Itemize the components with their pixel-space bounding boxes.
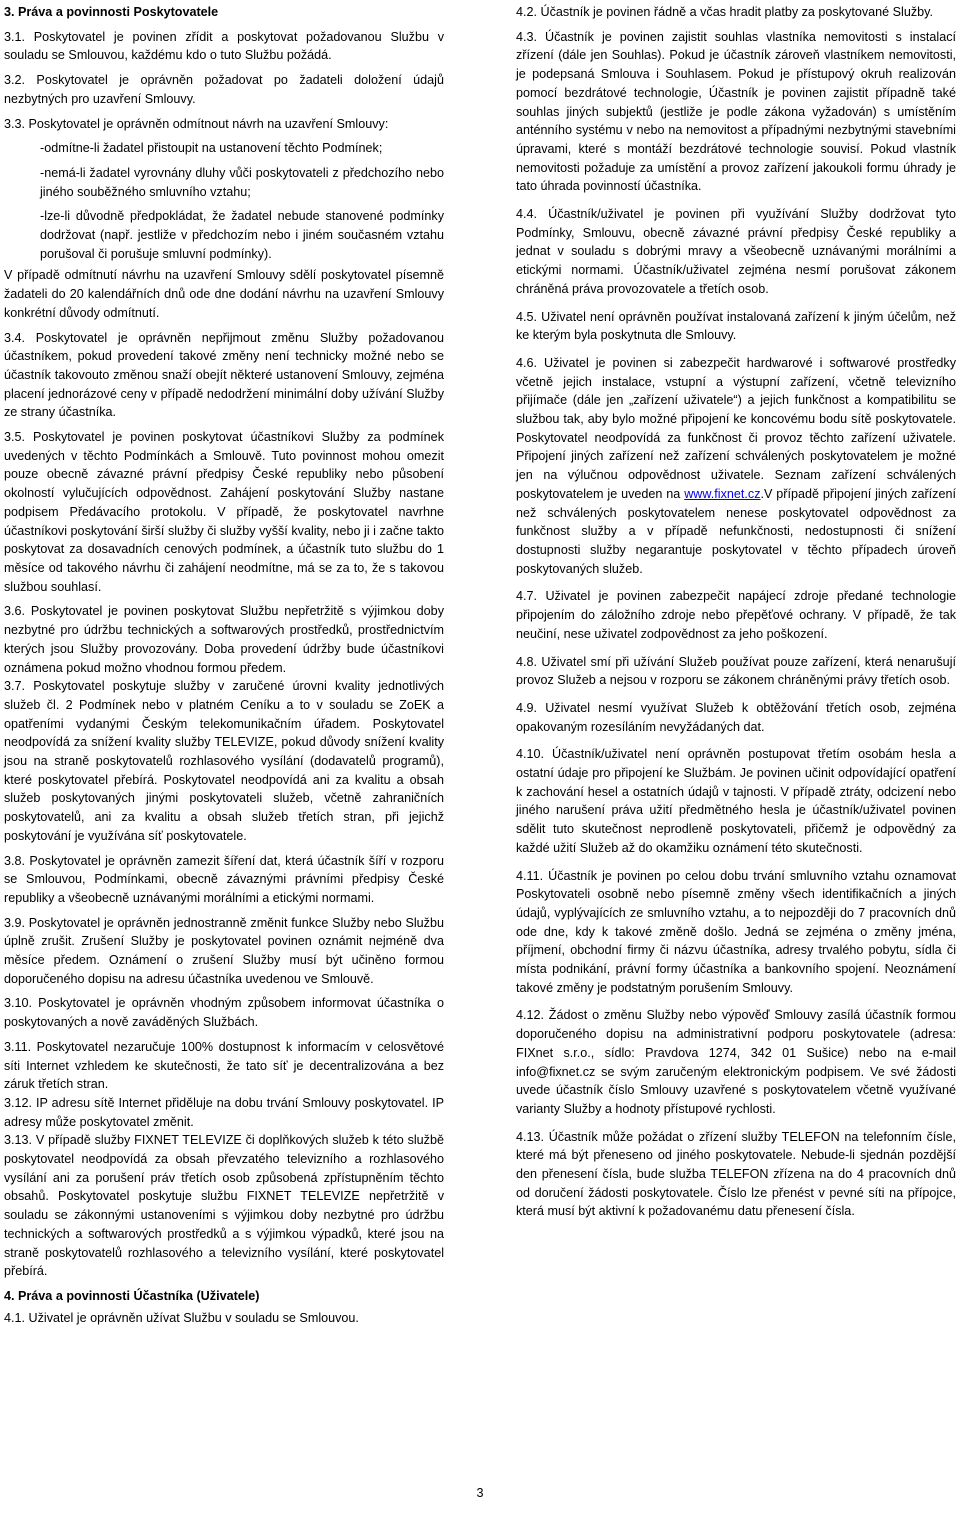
clause-4-5: 4.5. Uživatel není oprávněn používat instalovaná zařízení k jiným účelům, než ke kterým byla poskytnuta dle Smlouvy. — [516, 309, 956, 343]
clause-4-10: 4.10. Účastník/uživatel není oprávněn postupovat třetím osobám hesla a ostatní údaje pro připojení ke Službám. Je povinen učinit odpovídající opatření k zachování hesel a ostatních údajů v tajnosti. V případě ztráty, odcizení nebo jiného narušení práva užití předmětného hesla je účastník/uživatel povinen sdělit tuto skutečnost neprodleně poskytovateli, přičemž je odpovědný za každé užití Služeb až do okamžiku oznámení této skutečnosti. — [516, 747, 956, 855]
page-number: 3 — [476, 1486, 484, 1500]
clause-4-4: 4.4. Účastník/uživatel je povinen při využívání Služby dodržovat tyto Podmínky, Smlouvu, obecně závazné právní předpisy České republiky a jednat v souladu s dobrými mravy a všeobecně uznávanými morálními a etickými normami. Účastník/uživatel zejména nesmí porušovat zákonem chráněná práva provozovatele a třetích osob. — [516, 207, 956, 296]
clause-3-3-item-3: -lze-li důvodně předpokládat, že žadatel nebude stanovené podmínky dodržovat (např. jestliže v předchozím nebo i jiném současném vztahu porušoval či porušuje smluvní podmínky). — [40, 209, 444, 261]
clause-3-4: 3.4. Poskytovatel je oprávněn nepřijmout změnu Služby požadovanou účastníkem, pokud provedení takové změny není technicky možné nebo se účastník takovouto změnou snaží obejít některé ustanovení Smlouvy, zejména placení jednorázové ceny v případě nedodržení minimální doby užívání Služby ze strany účastníka. — [4, 330, 444, 420]
fixnet-website-link[interactable]: www.fixnet.cz — [684, 486, 761, 501]
clause-3-13: 3.13. V případě služby FIXNET TELEVIZE či doplňkových služeb k této službě poskytovatel neodpovídá za obsah převzatého televizního a rozhlasového vysílání ani za porušení práv třetích osob způsobená zpřístupněním těchto obsahů. Poskytovatel poskytuje službu FIXNET TELEVIZE nepřetržitě v souladu se zákonnými ustanoveními s výjimkou doby nezbytné pro údržbu technických a softwarových prostředků a s výjimkou výpadků, které jsou na straně poskytovatelů rozhlasového a televizního vysílání, které poskytovatel přebírá. — [4, 1133, 444, 1279]
clause-4-1: 4.1. Uživatel je oprávněn užívat Službu v souladu se Smlouvou. — [4, 1310, 359, 1325]
section-4-heading: 4. Práva a povinnosti Účastníka (Uživatele) — [4, 1289, 260, 1303]
clause-3-11: 3.11. Poskytovatel nezaručuje 100% dostupnost k informacím v celosvětové síti Internet vzhledem ke skutečnosti, že tato síť je decentralizována a bez záruk třetích stran. — [4, 1039, 444, 1092]
clause-3-7: 3.7. Poskytovatel poskytuje služby v zaručené úrovni kvality jednotlivých služeb čl. 2 Podmínek nebo v platném Ceníku a to v souladu se ZoEK a opatřeními vydanými Českým telekomunikačním úřadem. Poskytovatel neodpovídá za snížení kvality služby TELEVIZE, pokud důvody snížení kvality jsou na straně poskytovatelů rozhlasového vysílání (dodavatelů programů), které poskytovatel přebírá. Poskytovatel neodpovídá ani za kvalitu a obsah služeb poskytovaných jinými poskytovateli služeb, včetně zahraničních poskytovatelů, ani za kvalitu a obsah služeb třetích stran, při jejichž poskytování je využívána síť poskytovatele. — [4, 679, 444, 843]
clause-4-13: 4.13. Účastník může požádat o zřízení služby TELEFON na telefonním čísle, které má být přeneseno od jiného poskytovatele. Nebude-li sjednán pozdější den přenesení čísla, bude služba TELEFON zřízena na do 4 pracovních dnů od doručení žádosti poskytovatele. Číslo lze přenést v pevné síti na přípojce, která musí být aktivní k požadovanému datu přenesení čísla. — [516, 1129, 956, 1219]
clause-4-6-text-a: 4.6. Uživatel je povinen si zabezpečit hardwarové i softwarové prostředky včetně jejich instalace, vstupní a výstupní zařízení, včetně televizního přijímače (dále jen „zařízení uživatele“) a jejich funkčnost a kompatibilitu se službou tak, aby bylo možné připojení ke koncovému bodu sítě poskytovatele. Poskytovatel neodpovídá za funkčnost či provoz těchto zařízení uživatele. Připojení jiných zařízení než zařízení schválených poskytovatelem je možné jen na výlučnou odpovědnost uživatele. Seznam zařízení schválených poskytovatelem je uveden na — [516, 355, 956, 501]
clause-4-2: 4.2. Účastník je povinen řádně a včas hradit platby za poskytované Služby. — [516, 5, 933, 19]
clause-4-12: 4.12. Žádost o změnu Služby nebo výpověď Smlouvy zasílá účastník formou doporučeného dopisu na administrativní podporu poskytovatele (adresa: FIXnet s.r.o., sídlo: Pravdova 1274, 342 01 Sušice) nebo na e-mail info@fixnet.cz se svým zaručeným elektronickým podpisem. Ve své žádosti uvede účastník číslo Smlouvy uzavřené s poskytovatelem včetně využívané varianty Služby a hodnoty přístupové rychlosti. — [516, 1008, 956, 1116]
clause-4-11: 4.11. Účastník je povinen po celou dobu trvání smluvního vztahu oznamovat Poskytovateli osobně nebo písemně změny všech identifikačních a jiných údajů, vyplývajících ze smluvního vztahu, a to nejpozději do 7 pracovních dnů ode dne, kdy k takové změně došlo. Jedná se zejména o změny jména, příjmení, obchodní firmy či názvu účastníka, adresy trvalého pobytu, sídla či místa podnikání, právní formy účastníka a bankovního spojení. Neoznámení takové změny je podstatným porušením Smlouvy. — [516, 868, 956, 995]
clause-3-3-item-1: -odmítne-li žadatel přistoupit na ustanovení těchto Podmínek; — [40, 141, 383, 156]
clause-4-7: 4.7. Uživatel je povinen zabezpečit napájecí zdroje předané technologie připojením do záložního zdroje nebo přepěťové ochrany. V případě, že tak neučiní, nese uživatel zodpovědnost za jeho poškození. — [516, 589, 956, 641]
clause-4-9: 4.9. Uživatel nesmí využívat Služeb k obtěžování třetích osob, zejména opakovaným rozesíláním nevyžádaných dat. — [516, 700, 956, 734]
clause-3-8: 3.8. Poskytovatel je oprávněn zamezit šíření dat, která účastník šíří v rozporu se Smlouvou, Podmínkami, obecně závaznými právními předpisy České republiky a všeobecně uznávanými morálními a etickými normami. — [4, 853, 444, 905]
clause-3-10: 3.10. Poskytovatel je oprávněn vhodným způsobem informovat účastníka o poskytovaných a nově zaváděných Službách. — [4, 996, 444, 1030]
clause-3-9: 3.9. Poskytovatel je oprávněn jednostranně změnit funkce Služby nebo Službu úplně zrušit. Zrušení Služby je poskytovatel povinen oznámit nejméně dva měsíce předem. Oznámení o zrušení Služby musí být učiněno formou doporučeného dopisu na adresu účastníka uvedenou ve Smlouvě. — [4, 915, 444, 986]
clause-4-8: 4.8. Uživatel smí při užívání Služeb používat pouze zařízení, která nenarušují provoz Služeb a nejsou v rozporu se zákonem chráněnými právy třetích osob. — [516, 654, 956, 688]
clause-4-6 — [516, 354, 956, 578]
clause-3-3: 3.3. Poskytovatel je oprávněn odmítnout návrh na uzavření Smlouvy: — [4, 116, 389, 131]
clause-3-3-refusal-notice: V případě odmítnutí návrhu na uzavření Smlouvy sdělí poskytovatel písemně žadateli do 20 kalendářních dnů ode dne dodání návrhu na uzavření Smlouvy konkrétní důvody odmítnutí. — [4, 268, 444, 320]
clause-3-1: 3.1. Poskytovatel je povinen zřídit a poskytovat požadovanou Službu v souladu se Smlouvou, každému kdo o tuto Službu požádá. — [4, 29, 444, 63]
clause-3-3-item-2: -nemá-li žadatel vyrovnány dluhy vůči poskytovateli z předchozího nebo jiného souběžného smluvního vztahu; — [40, 165, 444, 199]
clause-4-3: 4.3. Účastník je povinen zajistit souhlas vlastníka nemovitosti s instalací zřízení (dále jen Souhlas). Pokud je účastník zároveň vlastníkem nemovitosti, je podepsaná Smlouva i Souhlasem. Pokud je přístupový okruh realizován pomocí bezdrátové technologie, Účastník je povinen zajistit případně také souhlas jiných subjektů (jestliže je podle zákona vyžadován) s umístěním anténního systému v nebo na nemovitost a případnými nezbytnými stavebními úpravami, které s montáží bezdrátové technologie souvisí. Pokud vlastník nemovitosti požaduje za umístění a provoz zařízení jakoukoli formu úhrady je tato úhrada povinností účastníka. — [516, 29, 956, 194]
clause-3-5: 3.5. Poskytovatel je povinen poskytovat účastníkovi Služby za podmínek uvedených v těchto Podmínkách a Smlouvě. Tuto povinnost mohou omezit pouze obecně závazné právní předpisy České republiky nebo působení okolností vylučujících odpovědnost. Zahájení poskytování Služby nastane podpisem Předávacího protokolu. V případě, že poskytovatel navrhne účastníkovi poskytování širší služby či služby vyšší kvality, nebo ji i začne takto poskytovat za dosavadních cenových podmínek, a účastník tuto službu do 1 měsíce od takového návrhu či zahájení neodmítne, má se za to, že s takovou službou souhlasí. — [4, 430, 444, 594]
clause-3-12: 3.12. IP adresu sítě Internet přiděluje na dobu trvání Smlouvy poskytovatel. IP adresy může poskytovatel změnit. — [4, 1095, 444, 1129]
section-3-heading: 3. Práva a povinnosti Poskytovatele — [4, 5, 219, 19]
clause-4-6-text-b: .V případě připojení jiných zařízení než schválených poskytovatelem nenese poskytovatel odpovědnost za funkčnost služby a v případě nefunkčnosti, nedostupnosti či snížení dostupnosti služby negarantuje poskytovatel v těchto případech úroveň poskytovaných služeb. — [516, 486, 956, 576]
left-column — [4, 3, 444, 1327]
right-column — [516, 3, 956, 1221]
clause-3-2: 3.2. Poskytovatel je oprávněn požadovat po žadateli doložení údajů nezbytných pro uzavření Smlouvy. — [4, 73, 444, 106]
clause-3-6: 3.6. Poskytovatel je povinen poskytovat Službu nepřetržitě s výjimkou doby nezbytné pro údržbu technických a softwarových prostředků, prostřednictvím kterých jsou Služby provozovány. Doba provedení údržby bude účastníkovi oznámena pokud možno vhodnou formou předem. — [4, 604, 444, 675]
